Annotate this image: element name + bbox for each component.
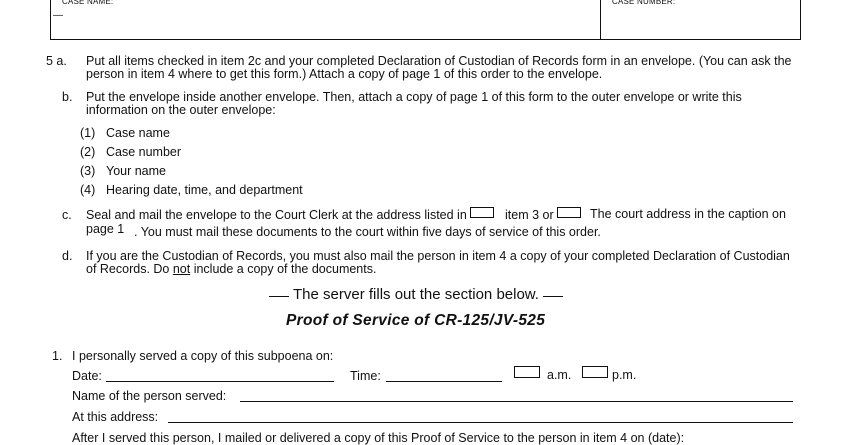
- server-note: [266, 286, 566, 304]
- item-5c-line1-b: item 3 or: [505, 208, 554, 222]
- case-number-label: CASE NUMBER:: [612, 0, 676, 6]
- item-5a-line1: Put all items checked in item 2c and your completed Declaration of Custodian of Records form in an envelope. (You can ask the: [86, 54, 792, 68]
- list-item-text: Your name: [106, 164, 166, 178]
- caption-address-checkbox[interactable]: [557, 207, 581, 218]
- time-label: Time:: [350, 369, 381, 383]
- item-5b-marker: b.: [62, 90, 73, 104]
- time-field[interactable]: [386, 381, 502, 382]
- am-label: a.m.: [547, 368, 572, 382]
- list-item-number: (3): [80, 164, 96, 178]
- list-item-text: Case number: [106, 145, 182, 159]
- item-5c-line2-a: page 1: [86, 222, 125, 236]
- person-served-field[interactable]: [240, 401, 793, 402]
- address-label: At this address:: [72, 410, 159, 424]
- item-5d-not: not: [172, 262, 191, 276]
- item-5d-marker: d.: [62, 249, 73, 263]
- server-note-text: The server fills out the section below.: [293, 286, 539, 303]
- case-number-box[interactable]: [600, 0, 801, 40]
- server-note-left-rule: [269, 296, 289, 297]
- case-name-value[interactable]: —: [53, 10, 63, 21]
- server-note-right-rule: [543, 296, 563, 297]
- item3-address-checkbox[interactable]: [470, 207, 494, 218]
- mailed-label: After I served this person, I mailed or delivered a copy of this Proof of Service to the person in item 4 on (date):: [72, 431, 685, 445]
- item-5c-line1-c: The court address in the caption on: [590, 207, 786, 221]
- case-name-box[interactable]: [50, 0, 601, 40]
- item-5d-line2-b: include a copy of the documents.: [190, 262, 377, 276]
- list-item-text: Case name: [106, 126, 170, 140]
- item-5b-line1: Put the envelope inside another envelope. Then, attach a copy of page 1 of this form to the outer envelope or write this: [86, 90, 742, 104]
- person-served-label: Name of the person served:: [72, 389, 227, 403]
- item-5b-line2: information on the outer envelope:: [86, 103, 276, 117]
- date-field[interactable]: [106, 381, 334, 382]
- proof-item-marker: 1.: [52, 349, 63, 363]
- served-label: I personally served a copy of this subpoena on:: [72, 349, 334, 363]
- item-5a-marker: 5 a.: [46, 54, 67, 68]
- am-checkbox[interactable]: [514, 366, 540, 378]
- pm-checkbox[interactable]: [582, 366, 608, 378]
- list-item-number: (4): [80, 183, 96, 197]
- item-5c-line2-b: . You must mail these documents to the court within five days of service of this order.: [134, 225, 601, 239]
- list-item-number: (1): [80, 126, 96, 140]
- proof-of-service-title: Proof of Service of CR-125/JV-525: [286, 312, 546, 329]
- pm-label: p.m.: [612, 368, 637, 382]
- item-5d-line1: If you are the Custodian of Records, you must also mail the person in item 4 a copy of your completed Declaration of Custodian: [86, 249, 790, 263]
- item-5c-marker: c.: [62, 208, 72, 222]
- item-5d-line2-a: of Records. Do: [86, 262, 173, 276]
- item-5c-line1-a: Seal and mail the envelope to the Court Clerk at the address listed in: [86, 208, 467, 222]
- list-item-number: (2): [80, 145, 96, 159]
- list-item-text: Hearing date, time, and department: [106, 183, 303, 197]
- item-5a-line2: person in item 4 where to get this form.) Attach a copy of page 1 of this order to the envelope.: [86, 67, 603, 81]
- date-label: Date:: [72, 369, 102, 383]
- case-name-label: CASE NAME:: [62, 0, 114, 6]
- item-5d-line2: [86, 262, 376, 276]
- address-field[interactable]: [168, 422, 793, 423]
